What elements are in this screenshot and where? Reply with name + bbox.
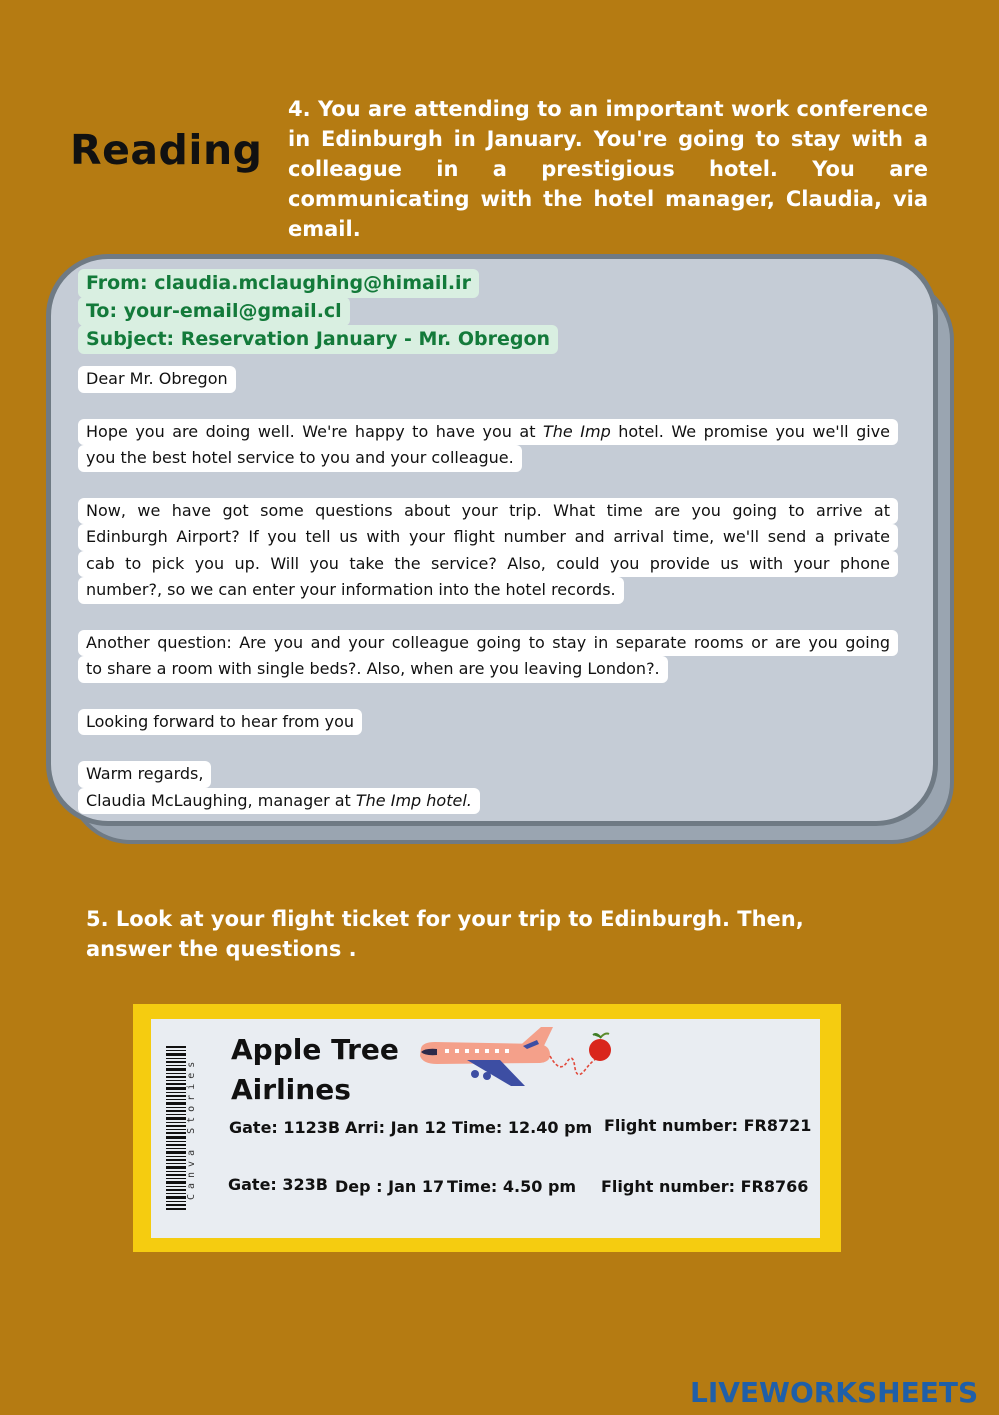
airline-name [231,1030,399,1110]
departure-time: Time: 4.50 pm [447,1177,577,1196]
email-signature [78,761,898,814]
section-title: Reading [70,126,263,174]
email-line: Now, we have got some questions about your trip. What time are you going to arrive at [78,498,898,525]
hotel-name: The Imp hotel. [355,790,472,810]
email-line: to share a room with single beds?. Also, when are you leaving London?. [78,656,668,683]
gate-arrival: Gate: 1123B [229,1118,341,1137]
liveworksheets-logo: LIVEWORKSHEETS [690,1376,979,1409]
email-signoff: Warm regards, [78,761,211,788]
hotel-name: The Imp [543,421,611,441]
instruction-4: 4. You are attending to an important work conference in Edinburgh in January. You're going to stay with a colleague in a prestigious hotel. You are communicating with the hotel manager, Claudia, via email. [288,97,928,241]
email-greeting: Dear Mr. Obregon [78,366,236,393]
arrival-time: Time: 12.40 pm [452,1118,593,1137]
email-greeting-para [78,366,898,393]
barcode-icon [166,1046,186,1210]
email-paragraph-2 [78,498,898,604]
email-line: Another question: Are you and your colleague going to stay in separate rooms or are you going [78,630,898,657]
email-line: Looking forward to hear from you [78,709,362,736]
arrival-date: Arri: Jan 12 [345,1118,447,1137]
email-paragraph-4 [78,709,898,736]
email-paragraph-1 [78,419,898,472]
email-text: hotel. We promise you we'll give [610,421,890,441]
flight-number-departure: Flight number: FR8766 [601,1177,809,1196]
airline-name-line2: Airlines [231,1073,351,1106]
email-body [78,366,898,814]
email-text: Hope you are doing well. We're happy to have you at [86,421,543,441]
vertical-brand-text: Canva Stories [186,1056,197,1200]
email-subject: Subject: Reservation January - Mr. Obregon [78,325,558,354]
email-line [78,419,898,446]
gate-departure: Gate: 323B [228,1175,328,1194]
email-paragraph-3 [78,630,898,683]
email-text: Claudia McLaughing, manager at [86,790,356,810]
instruction-5: 5. Look at your flight ticket for your trip to Edinburgh. Then, answer the questions . [86,907,804,961]
airline-name-line1: Apple Tree [231,1033,399,1066]
email-line: you the best hotel service to you and your colleague. [78,445,522,472]
email-line: cab to pick you up. Will you take the service? Also, could you provide us with your phone [78,551,898,578]
flight-number-arrival: Flight number: FR8721 [604,1116,812,1135]
email-to: To: your-email@gmail.cl [78,297,350,326]
email-from: From: claudia.mclaughing@himail.ir [78,269,479,298]
email-line: number?, so we can enter your information into the hotel records. [78,577,624,604]
departure-date: Dep : Jan 17 [335,1177,445,1196]
email-line: Edinburgh Airport? If you tell us with your flight number and arrival time, we'll send a private [78,524,898,551]
email-signature-line [78,788,480,815]
airplane-apple-icon [415,1022,620,1094]
